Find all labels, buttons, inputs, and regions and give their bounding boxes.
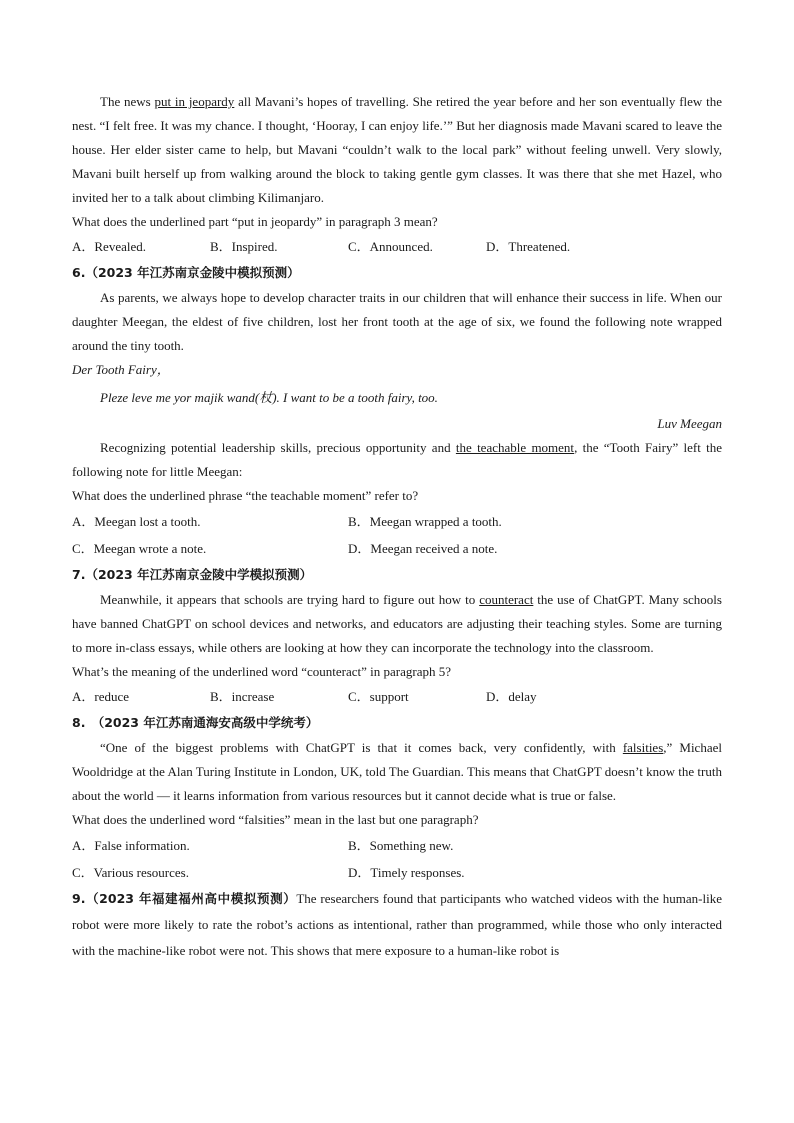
option-a[interactable]: A．reduce — [72, 689, 130, 704]
option-d[interactable]: D．delay — [486, 689, 537, 704]
q7-options — [72, 684, 722, 710]
underlined-phrase: the teachable moment — [455, 440, 575, 455]
option-a[interactable]: A．Meegan lost a tooth. — [72, 514, 201, 529]
q8-options-row-2 — [72, 859, 722, 886]
underlined-word: counteract — [479, 592, 534, 607]
q7-heading: 7.（2023 年江苏南京金陵中学模拟预测） — [72, 567, 313, 582]
q8-heading: 8. （2023 年江苏南通海安高级中学统考） — [72, 715, 319, 730]
option-d[interactable]: D．Threatened. — [486, 239, 571, 254]
option-d[interactable]: D．Meegan received a note. — [348, 541, 498, 556]
q6-options-row-2 — [72, 535, 722, 562]
q8-options-row-1 — [72, 832, 722, 859]
q5-question: What does the underlined part “put in jeopardy” in paragraph 3 mean? — [72, 214, 438, 229]
underlined-word: falsities — [622, 740, 664, 755]
option-c[interactable]: C．Announced. — [348, 239, 433, 254]
underlined-phrase: put in jeopardy — [154, 94, 235, 109]
q5-passage: The news put in jeopardy all Mavani’s hopes of travelling. She retired the year before and her son eventually flew the nest. “I felt free. It was my chance. I thought, ‘Hooray, I can enjoy life.’” But her diagnosis made Mavani scared to leave the house. Her elder sister came to help, but Mavani “couldn’t walk to the local park” without feeling unwell. Very slowly, Mavani built herself up from walking around the block to taking gentle gym classes. It was there that she met Hazel, who invited her to a talk about climbing Kilimanjaro. — [72, 94, 722, 205]
option-a[interactable]: A．False information. — [72, 838, 190, 853]
option-a[interactable]: A．Revealed. — [72, 239, 147, 254]
q8-passage: “One of the biggest problems with ChatGPT is that it comes back, very confidently, with falsities,” Michael Wooldridge at the Alan Turing Institute in London, UK, told The Guardian. This means that ChatGPT doesn’t know the truth about the world — it learns information from various resources but it cannot decide what is true or false. — [72, 740, 722, 803]
option-b[interactable]: B．Something new. — [348, 838, 454, 853]
q6-note-sign: Luv Meegan — [657, 416, 722, 431]
q8-question: What does the underlined word “falsities” mean in the last but one paragraph? — [72, 812, 479, 827]
option-b[interactable]: B．Meegan wrapped a tooth. — [348, 514, 502, 529]
q9-passage: 9.（2023 年福建福州高中模拟预测）The researchers found that participants who watched videos with the human-like robot were more likely to rate the robot’s actions as intentional, rather than programmed, while those who only interacted with the machine-like robot were not. This shows that mere exposure to a human-like robot is — [72, 891, 722, 958]
document-content — [72, 90, 722, 964]
option-b[interactable]: B．Inspired. — [210, 239, 278, 254]
option-c[interactable]: C．Various resources. — [72, 865, 189, 880]
q6-question: What does the underlined phrase “the teachable moment” refer to? — [72, 488, 419, 503]
option-b[interactable]: B．increase — [210, 689, 275, 704]
option-c[interactable]: C．support — [348, 689, 409, 704]
q6-passage-2: Recognizing potential leadership skills, precious opportunity and the teachable moment, the “Tooth Fairy” left the following note for little Meegan: — [72, 440, 723, 479]
q5-options — [72, 234, 722, 260]
q6-options-row-1 — [72, 508, 722, 535]
option-c[interactable]: C．Meegan wrote a note. — [72, 541, 207, 556]
q6-note-salutation: Der Tooth Fairy， — [72, 362, 170, 377]
q6-heading: 6.（2023 年江苏南京金陵中模拟预测） — [72, 265, 300, 280]
q6-passage-1: As parents, we always hope to develop character traits in our children that will enhance their success in life. When our daughter Meegan, the eldest of five children, lost her front tooth at the age of six, we found the following note wrapped around the tiny tooth. — [72, 290, 722, 353]
q7-passage: Meanwhile, it appears that schools are trying hard to figure out how to counteract the use of ChatGPT. Many schools have banned ChatGPT on school devices and networks, and educators are adjusting their teaching styles. Some are turning to more in-class essays, while others are looking at how they can incorporate the technology into the classroom. — [72, 592, 722, 655]
q7-question: What’s the meaning of the underlined word “counteract” in paragraph 5? — [72, 664, 452, 679]
option-d[interactable]: D．Timely responses. — [348, 865, 465, 880]
q9-heading: 9.（2023 年福建福州高中模拟预测） — [72, 891, 297, 906]
q6-note-body: Pleze leve me yor majik wand(杖). I want to be a tooth fairy, too. — [100, 390, 438, 405]
